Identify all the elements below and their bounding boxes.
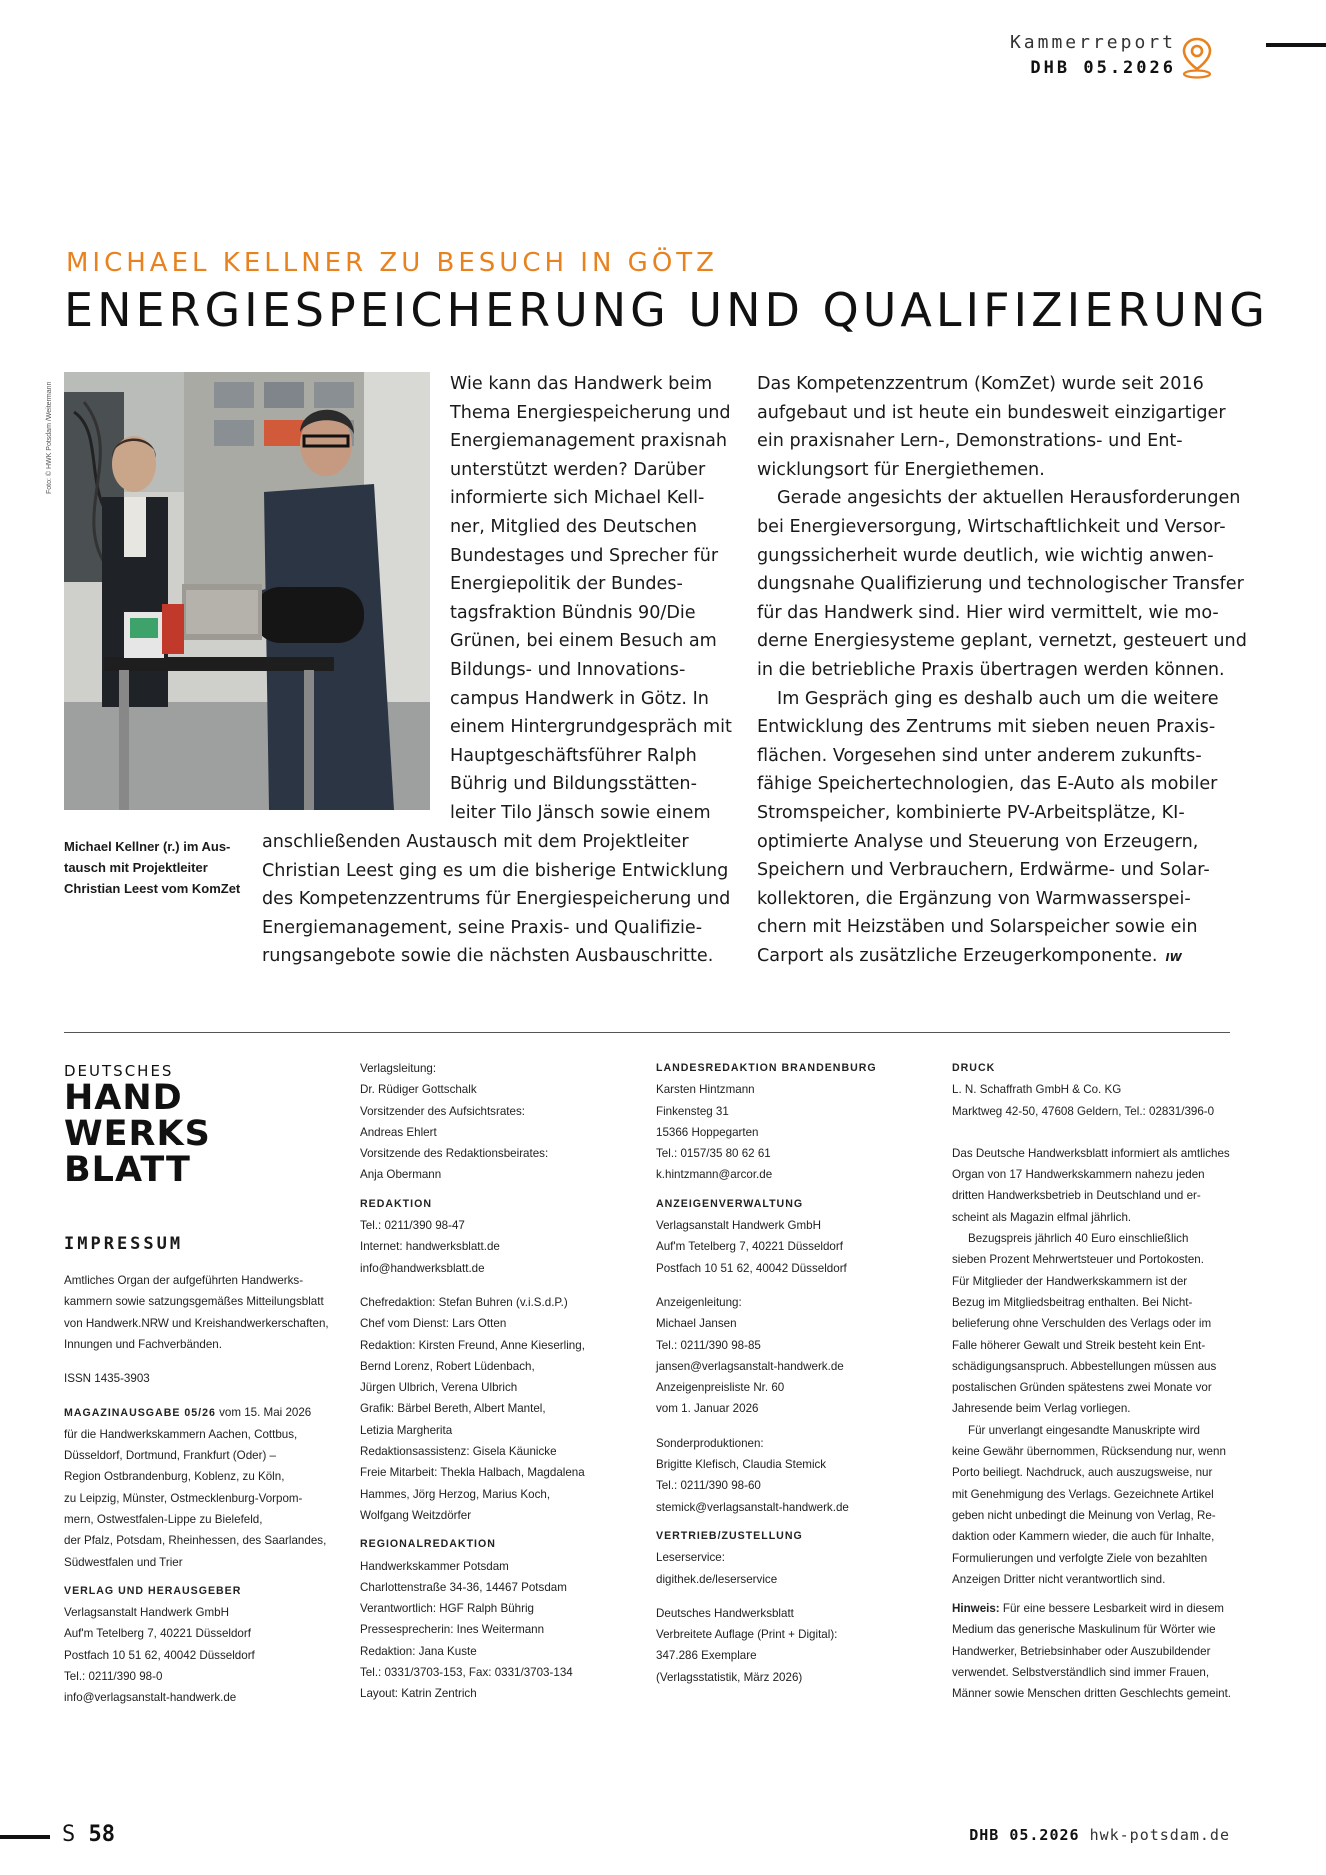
text-line: Organ von 17 Handwerkskammern nahezu jeden: [952, 1168, 1205, 1182]
masthead-line: DEUTSCHES: [64, 1062, 174, 1080]
text-line: geben nicht unbedingt die Meinung von Verlag, Re-: [952, 1508, 1216, 1522]
text-line: vom 1. Januar 2026: [656, 1402, 759, 1416]
text-line: Karsten Hintzmann: [656, 1083, 755, 1097]
text-line: Energiemanagement praxisnah: [450, 431, 728, 452]
text-line: postalischen Gründen spätestens zwei Monate vor: [952, 1381, 1212, 1395]
text-line: ein praxisnaher Lern-, Demonstrations- und Ent-: [757, 431, 1183, 452]
text-line: Verbreitete Auflage (Print + Digital):: [656, 1628, 838, 1642]
text-line: Vorsitzende des Redaktionsbeirates:: [360, 1147, 549, 1161]
text-line: chern mit Heizstäben und Solarspeicher sowie ein: [757, 917, 1198, 938]
impressum-column-2: [360, 1058, 640, 1705]
text-line: Tel.: 0211/390 98-85: [656, 1338, 761, 1352]
photo-caption: [64, 836, 244, 899]
text-line: verwendet. Selbstverständlich sind immer Frauen,: [952, 1666, 1210, 1680]
text-line: Jürgen Ulbrich, Verena Ulbrich: [360, 1381, 518, 1395]
text-line: Tel.: 0211/390 98-60: [656, 1479, 761, 1493]
text-line: [952, 1598, 1242, 1619]
text-line: Anzeigenpreisliste Nr. 60: [656, 1381, 785, 1395]
email-link[interactable]: jansen@verlagsanstalt-handwerk.de: [656, 1359, 844, 1373]
text-line: Letizia Margherita: [360, 1423, 453, 1437]
text-line: kammern sowie satzungsgemäßes Mitteilungsblatt: [64, 1295, 324, 1309]
article-column-1-top: [450, 370, 750, 828]
text-line: Verlagsanstalt Handwerk GmbH: [656, 1219, 821, 1233]
footer-issue: DHB 05.2026: [969, 1826, 1080, 1844]
text-line: Grafik: Bärbel Bereth, Albert Mantel,: [360, 1402, 546, 1416]
caption-line: tausch mit Projektleiter: [64, 860, 208, 875]
issue-label: DHB 05.2026: [1030, 58, 1176, 78]
text-line: Bezug im Mitgliedsbeitrag enthalten. Bei Nicht-: [952, 1295, 1193, 1309]
text-line: von Handwerk.NRW und Kreishandwerkerschaften,: [64, 1316, 329, 1330]
footer-rule: [0, 1835, 50, 1839]
page-header: [1010, 32, 1176, 78]
text-line: Für unverlangt eingesandte Manuskripte wird: [968, 1423, 1200, 1437]
text-line: Carport als zusätzliche Erzeugerkomponente.: [757, 945, 1158, 966]
text-line: Amtliches Organ der aufgeführten Handwerks-: [64, 1274, 304, 1287]
text-line: dritten Handwerksbetrieb in Deutschland und er-: [952, 1189, 1201, 1203]
article-photo: [64, 372, 430, 810]
text-line: in die betriebliche Praxis übertragen werden können.: [757, 659, 1225, 680]
masthead-line: WERKS: [64, 1114, 211, 1154]
text-line: Redaktionsassistenz: Gisela Käunicke: [360, 1445, 557, 1459]
hinweis-label: Hinweis:: [952, 1602, 1000, 1616]
text-line: der Pfalz, Potsdam, Rheinhessen, des Saarlandes,: [64, 1534, 327, 1548]
text-line: Hauptgeschäftsführer Ralph: [450, 745, 697, 766]
text-line: bei Energieversorgung, Wirtschaftlichkeit und Versor-: [757, 516, 1226, 537]
text-line: Layout: Katrin Zentrich: [360, 1687, 477, 1701]
text-line: mit Genehmigung des Verlags. Gezeichnete Artikel: [952, 1487, 1214, 1501]
photo-credit-text: Foto: © HWK Potsdam /Weitermann: [46, 381, 53, 494]
text-line: Pressesprecherin: Ines Weitermann: [360, 1623, 545, 1637]
text-line: keine Gewähr übernommen, Rücksendung nur, wenn: [952, 1445, 1226, 1459]
email-link[interactable]: info@handwerksblatt.de: [360, 1261, 485, 1275]
text-line: flächen. Vorgesehen sind unter anderem zukunfts-: [757, 745, 1202, 766]
location-pin-icon: [1180, 36, 1214, 80]
text-line: ner, Mitglied des Deutschen: [450, 516, 698, 537]
article-headline: ENERGIESPEICHERUNG UND QUALIFIZIERUNG: [64, 283, 1269, 337]
impressum-column-3: [656, 1058, 936, 1688]
text-line: Finkensteg 31: [656, 1104, 729, 1118]
text-line: Stromspeicher, kombinierte PV-Arbeitsplätze, KI-: [757, 802, 1185, 823]
text-line: Michael Jansen: [656, 1317, 737, 1331]
text-line: Anzeigenleitung:: [656, 1295, 742, 1309]
text-line: belieferung ohne Verschulden des Verlags oder im: [952, 1317, 1212, 1331]
impressum-column-1: [64, 1270, 344, 1709]
text-line: Bührig und Bildungsstätten-: [450, 774, 697, 795]
text-line: Anja Obermann: [360, 1168, 442, 1182]
text-line: Innungen und Fachverbänden.: [64, 1337, 222, 1351]
article-column-2: [757, 370, 1257, 970]
section-divider: [64, 1032, 1230, 1033]
text-line: Gerade angesichts der aktuellen Herausforderungen: [777, 488, 1241, 509]
article-kicker: MICHAEL KELLNER ZU BESUCH IN GÖTZ: [66, 248, 718, 278]
text-line: Falle höherer Gewalt und Streik besteht kein Ent-: [952, 1338, 1206, 1352]
text-line: Bernd Lorenz, Robert Lüdenbach,: [360, 1359, 535, 1373]
masthead-line: BLATT: [64, 1150, 191, 1190]
text-line: Christian Leest ging es um die bisherige Entwicklung: [262, 860, 729, 881]
text-line: derne Energiesysteme geplant, vernetzt, gesteuert und: [757, 631, 1247, 652]
text-line: Bezugspreis jährlich 40 Euro einschließlich: [968, 1232, 1189, 1246]
text-line: Porto beiliegt. Nachdruck, auch auszugsweise, nur: [952, 1466, 1213, 1480]
text-line: Speichern und Verbrauchern, Erdwärme- und Solar-: [757, 860, 1210, 881]
text-line: aufgebaut und ist heute ein bundesweit einzigartiger: [757, 402, 1226, 423]
druck-label: DRUCK: [952, 1062, 996, 1074]
text-line: Handwerker, Betriebsinhaber oder Auszubildender: [952, 1644, 1211, 1658]
redaktion-label: REDAKTION: [360, 1197, 432, 1210]
text-line: campus Handwerk in Götz. In: [450, 688, 709, 709]
website-link[interactable]: Internet: handwerksblatt.de: [360, 1240, 500, 1254]
footer-website[interactable]: hwk-potsdam.de: [1089, 1826, 1230, 1844]
text-line: Redaktion: Kirsten Freund, Anne Kieserling,: [360, 1338, 585, 1352]
text-line: Vorsitzender des Aufsichtsrates:: [360, 1104, 525, 1118]
masthead-logo: [64, 1062, 211, 1188]
text-line: Tel.: 0211/390 98-47: [360, 1219, 465, 1233]
text-line: Anzeigen Dritter nicht verantwortlich sind.: [952, 1572, 1166, 1586]
text-line: Andreas Ehlert: [360, 1125, 437, 1139]
text-line: Bildungs- und Innovations-: [450, 659, 686, 680]
vertrieb-label: VERTRIEB/ZUSTELLUNG: [656, 1529, 803, 1542]
text-line: L. N. Schaffrath GmbH & Co. KG: [952, 1083, 1122, 1097]
text-line: Chefredaktion: Stefan Buhren (v.i.S.d.P.): [360, 1295, 568, 1309]
text-line: Tel.: 0211/390 98-0: [64, 1670, 163, 1684]
text-line: 15366 Hoppegarten: [656, 1125, 759, 1139]
text-line: für die Handwerkskammern Aachen, Cottbus,: [64, 1427, 298, 1441]
text-line: vom 15. Mai 2026: [215, 1406, 312, 1420]
text-line: optimierte Analyse und Steuerung von Erzeugern,: [757, 831, 1199, 852]
text-line: Das Deutsche Handwerksblatt informiert als amtliches: [952, 1146, 1230, 1160]
text-line: mern, Ostwestfalen-Lippe zu Bielefeld,: [64, 1512, 263, 1526]
text-line: daktion oder Kammern wieder, die auch für Inhalte,: [952, 1530, 1215, 1544]
text-line: schädigungsanspruch. Abbestellungen müssen aus: [952, 1359, 1217, 1373]
text-line: Hammes, Jörg Herzog, Marius Koch,: [360, 1487, 551, 1501]
text-line: gungssicherheit wurde deutlich, wie wichtig anwen-: [757, 545, 1214, 566]
text-line: des Kompetenzzentrums für Energiespeicherung und: [262, 889, 731, 910]
text-line: kollektoren, die Ergänzung von Warmwasserspei-: [757, 888, 1191, 909]
text-line: zu Leipzig, Münster, Ostmecklenburg-Vorpom-: [64, 1491, 303, 1505]
text-line: Brigitte Klefisch, Claudia Stemick: [656, 1458, 827, 1472]
text-line: Verlagsleitung:: [360, 1062, 437, 1075]
text-line: Energiepolitik der Bundes-: [450, 574, 683, 595]
photo-credit: [46, 374, 58, 494]
text-line: (Verlagsstatistik, März 2026): [656, 1670, 803, 1684]
page-prefix: S: [62, 1822, 76, 1847]
header-rule: [1266, 43, 1326, 47]
author-initials: IW: [1165, 950, 1182, 964]
text-line: Region Ostbrandenburg, Koblenz, zu Köln,: [64, 1470, 285, 1484]
page-number-value: 58: [88, 1822, 115, 1847]
text-line: einem Hintergrundgespräch mit: [450, 717, 732, 738]
text-line: Tel.: 0331/3703-153, Fax: 0331/3703-134: [360, 1666, 573, 1680]
text-line: Medium das generische Maskulinum für Wörter wie: [952, 1623, 1216, 1637]
text-line: Thema Energiespeicherung und: [450, 402, 731, 423]
regional-label: REGIONALREDAKTION: [360, 1538, 496, 1551]
text-line: Bundestages und Sprecher für: [450, 545, 719, 566]
text-line: Deutsches Handwerksblatt: [656, 1606, 794, 1620]
text-line: Postfach 10 51 62, 40042 Düsseldorf: [64, 1648, 255, 1662]
text-line: Chef vom Dienst: Lars Otten: [360, 1317, 507, 1331]
text-line: Das Kompetenzzentrum (KomZet) wurde seit 2016: [757, 374, 1204, 394]
text-line: Für Mitglieder der Handwerkskammern ist der: [952, 1274, 1188, 1288]
text-line: Wie kann das Handwerk beim: [450, 374, 713, 394]
text-line: Auf'm Tetelberg 7, 40221 Düsseldorf: [656, 1240, 843, 1254]
text-line: fähige Speichertechnologien, das E-Auto als mobiler: [757, 774, 1218, 795]
caption-line: Michael Kellner (r.) im Aus-: [64, 839, 231, 854]
article-column-1-bottom: [262, 828, 752, 971]
text-line: Postfach 10 51 62, 40042 Düsseldorf: [656, 1261, 847, 1275]
text-line: Leserservice:: [656, 1551, 725, 1565]
anzeigen-label: ANZEIGENVERWALTUNG: [656, 1197, 804, 1210]
masthead-line: HAND: [64, 1078, 183, 1118]
text-line: 347.286 Exemplare: [656, 1649, 757, 1663]
text-line: wicklungsort für Energiethemen.: [757, 459, 1045, 480]
impressum-heading: IMPRESSUM: [64, 1234, 184, 1254]
text-line: Südwestfalen und Trier: [64, 1555, 183, 1569]
text-line: Für eine bessere Lesbarkeit wird in diesem: [999, 1602, 1224, 1616]
page-number: [62, 1822, 115, 1847]
text-line: Dr. Rüdiger Gottschalk: [360, 1083, 477, 1097]
text-line: Freie Mitarbeit: Thekla Halbach, Magdalena: [360, 1466, 585, 1480]
landes-label: LANDESREDAKTION BRANDENBURG: [656, 1062, 877, 1074]
text-line: Jahresende beim Verlag vorliegen.: [952, 1402, 1131, 1416]
text-line: [64, 1402, 344, 1423]
caption-line: Christian Leest vom KomZet: [64, 881, 241, 896]
text-line: Verlagsanstalt Handwerk GmbH: [64, 1606, 229, 1620]
text-line: rungsangebote sowie die nächsten Ausbauschritte.: [262, 946, 714, 967]
text-line: sieben Prozent Mehrwertsteuer und Portokosten.: [952, 1253, 1204, 1267]
email-link[interactable]: stemick@verlagsanstalt-handwerk.de: [656, 1500, 849, 1514]
text-line: Charlottenstraße 34-36, 14467 Potsdam: [360, 1580, 567, 1594]
text-line: Männer sowie Menschen dritten Geschlechts gemeint.: [952, 1687, 1232, 1701]
text-line: für das Handwerk sind. Hier wird vermittelt, wie mo-: [757, 602, 1219, 623]
text-line: unterstützt werden? Darüber: [450, 459, 706, 480]
text-line: Düsseldorf, Dortmund, Frankfurt (Oder) –: [64, 1449, 276, 1463]
impressum-column-4: [952, 1058, 1242, 1705]
website-link[interactable]: digithek.de/leserservice: [656, 1572, 778, 1586]
text-line: tagsfraktion Bündnis 90/Die: [450, 602, 696, 623]
text-line: scheint als Magazin elfmal jährlich.: [952, 1210, 1132, 1224]
ausgabe-label: MAGAZINAUSGABE 05/26: [64, 1407, 216, 1420]
text-line: Grünen, bei einem Besuch am: [450, 631, 717, 652]
text-line: informierte sich Michael Kell-: [450, 488, 705, 509]
text-line: Sonderproduktionen:: [656, 1436, 764, 1450]
text-line: Redaktion: Jana Kuste: [360, 1644, 477, 1658]
text-line-last: [757, 942, 1257, 971]
text-line: leiter Tilo Jänsch sowie einem: [450, 802, 711, 823]
issn: ISSN 1435-3903: [64, 1372, 150, 1386]
footer-info: [969, 1826, 1230, 1844]
text-line: Entwicklung des Zentrums mit sieben neuen Praxis-: [757, 717, 1216, 738]
section-label: Kammerreport: [1009, 32, 1176, 53]
text-line: Handwerkskammer Potsdam: [360, 1559, 509, 1573]
text-line: Formulierungen und verfolgte Ziele von bezahlten: [952, 1551, 1208, 1565]
text-line: Marktweg 42-50, 47608 Geldern, Tel.: 02831/396-0: [952, 1104, 1215, 1118]
text-line: anschließenden Austausch mit dem Projektleiter: [262, 832, 689, 852]
email-link[interactable]: info@verlagsanstalt-handwerk.de: [64, 1691, 237, 1705]
text-line: Im Gespräch ging es deshalb auch um die weitere: [777, 688, 1219, 709]
text-line: Energiemanagement, seine Praxis- und Qualifizie-: [262, 917, 703, 938]
verlag-label: VERLAG UND HERAUSGEBER: [64, 1584, 242, 1597]
email-link[interactable]: k.hintzmann@arcor.de: [656, 1168, 773, 1182]
text-line: Verantwortlich: HGF Ralph Bührig: [360, 1602, 534, 1616]
text-line: Auf'm Tetelberg 7, 40221 Düsseldorf: [64, 1627, 251, 1641]
text-line: Tel.: 0157/35 80 62 61: [656, 1147, 771, 1161]
text-line: dungsnahe Qualifizierung und technologischer Transfer: [757, 574, 1244, 595]
text-line: Wolfgang Weitzdörfer: [360, 1508, 472, 1522]
